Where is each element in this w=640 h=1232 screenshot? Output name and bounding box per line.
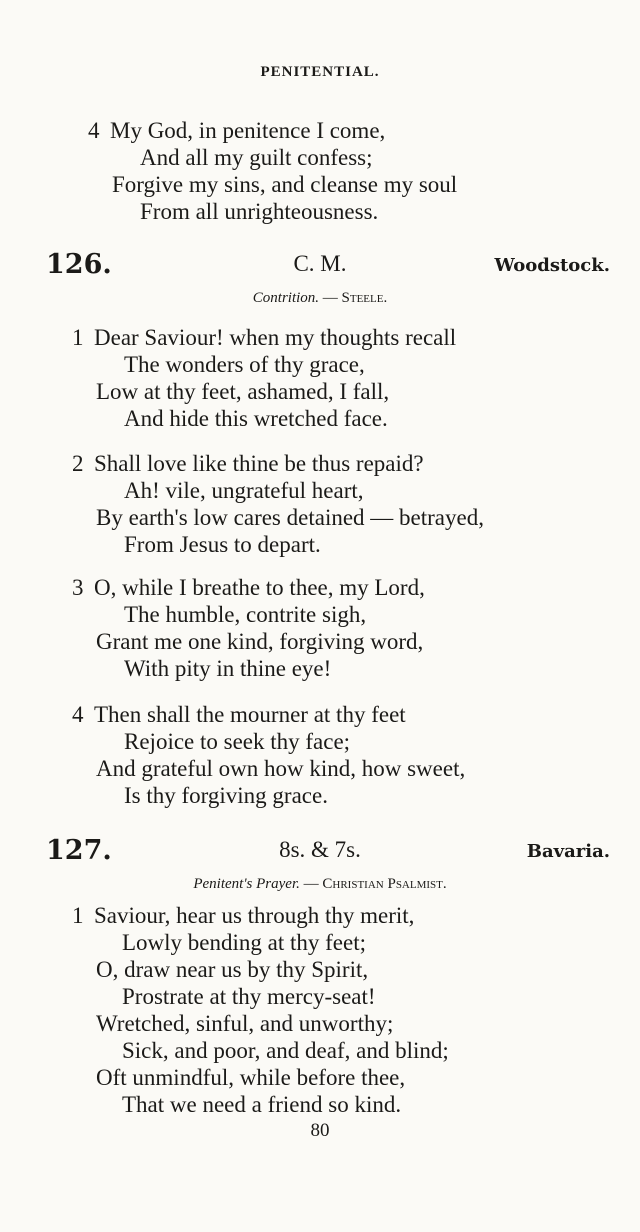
stanza-number: 3 — [72, 575, 84, 600]
hymn-number: 126. — [46, 249, 112, 280]
hymn-127-heading — [0, 835, 640, 865]
hymn-127-stanza-1 — [72, 902, 449, 1118]
hymn-number: 127. — [46, 835, 112, 866]
verse-line: Grant me one kind, forgiving word, — [96, 629, 424, 654]
hymn-meter: C. M. — [293, 251, 347, 276]
verse-line: 2 Shall love like thine be thus repaid? — [72, 451, 424, 476]
verse-line: O, draw near us by thy Spirit, — [96, 957, 369, 982]
verse-line: Wretched, sinful, and unworthy; — [96, 1011, 394, 1036]
verse-line: 3 O, while I breathe to thee, my Lord, — [72, 575, 425, 600]
verse-line: Is thy forgiving grace. — [124, 783, 328, 808]
stanza-number: 2 — [72, 451, 84, 476]
stanza-number: 4 — [72, 702, 84, 727]
stanza-number: 4 — [88, 118, 100, 143]
verse-line: That we need a friend so kind. — [122, 1092, 402, 1117]
hymn-author: Christian Psalmist. — [322, 876, 447, 892]
verse-line: 1 Dear Saviour! when my thoughts recall — [72, 325, 457, 350]
running-header: PENITENTIAL. — [260, 64, 380, 80]
verse-line: From all unrighteousness. — [140, 199, 379, 224]
hymn-meter: 8s. & 7s. — [279, 837, 361, 862]
verse-line: Rejoice to seek thy face; — [124, 729, 351, 754]
verse-line: With pity in thine eye! — [124, 656, 332, 681]
hymn-126-stanza-3 — [72, 574, 425, 682]
tune-name: Bavaria. — [526, 841, 610, 862]
verse-line: And all my guilt confess; — [140, 145, 373, 170]
hymn-127-subtitle: Penitent's Prayer. — Christian Psalmist. — [193, 876, 447, 892]
verse-line: Sick, and poor, and deaf, and blind; — [122, 1038, 449, 1063]
tune-name: Woodstock. — [494, 255, 610, 276]
verse-line: Lowly bending at thy feet; — [122, 930, 366, 955]
verse-line: 4 Then shall the mourner at thy feet — [72, 702, 406, 727]
top-stanza — [88, 117, 457, 225]
verse-line: By earth's low cares detained — betrayed, — [96, 505, 484, 530]
stanza-number: 1 — [72, 903, 84, 928]
page-number: 80 — [310, 1120, 330, 1141]
hymn-126-stanza-1 — [72, 324, 456, 432]
stanza-number: 1 — [72, 325, 84, 350]
verse-line: From Jesus to depart. — [124, 532, 321, 557]
hymn-126-heading — [0, 249, 640, 279]
verse-line: Prostrate at thy mercy-seat! — [122, 984, 376, 1009]
hymn-126-stanza-4 — [72, 701, 465, 809]
hymn-subject: Contrition. — [252, 290, 320, 306]
hymn-subject: Penitent's Prayer. — [193, 876, 300, 892]
verse-line: And hide this wretched face. — [124, 406, 388, 431]
verse-line: Low at thy feet, ashamed, I fall, — [96, 379, 390, 404]
hymn-126-subtitle: Contrition. — Steele. — [252, 290, 388, 306]
verse-line: 1 Saviour, hear us through thy merit, — [72, 903, 415, 928]
hymn-author: Steele. — [341, 290, 388, 306]
verse-line: And grateful own how kind, how sweet, — [96, 756, 466, 781]
verse-line: The humble, contrite sigh, — [124, 602, 367, 627]
hymn-126-stanza-2 — [72, 450, 484, 558]
verse-line: Ah! vile, ungrateful heart, — [124, 478, 364, 503]
verse-line: Oft unmindful, while before thee, — [96, 1065, 406, 1090]
verse-line: 4 My God, in penitence I come, — [88, 118, 386, 143]
verse-line: The wonders of thy grace, — [124, 352, 365, 377]
verse-line: Forgive my sins, and cleanse my soul — [112, 172, 458, 197]
